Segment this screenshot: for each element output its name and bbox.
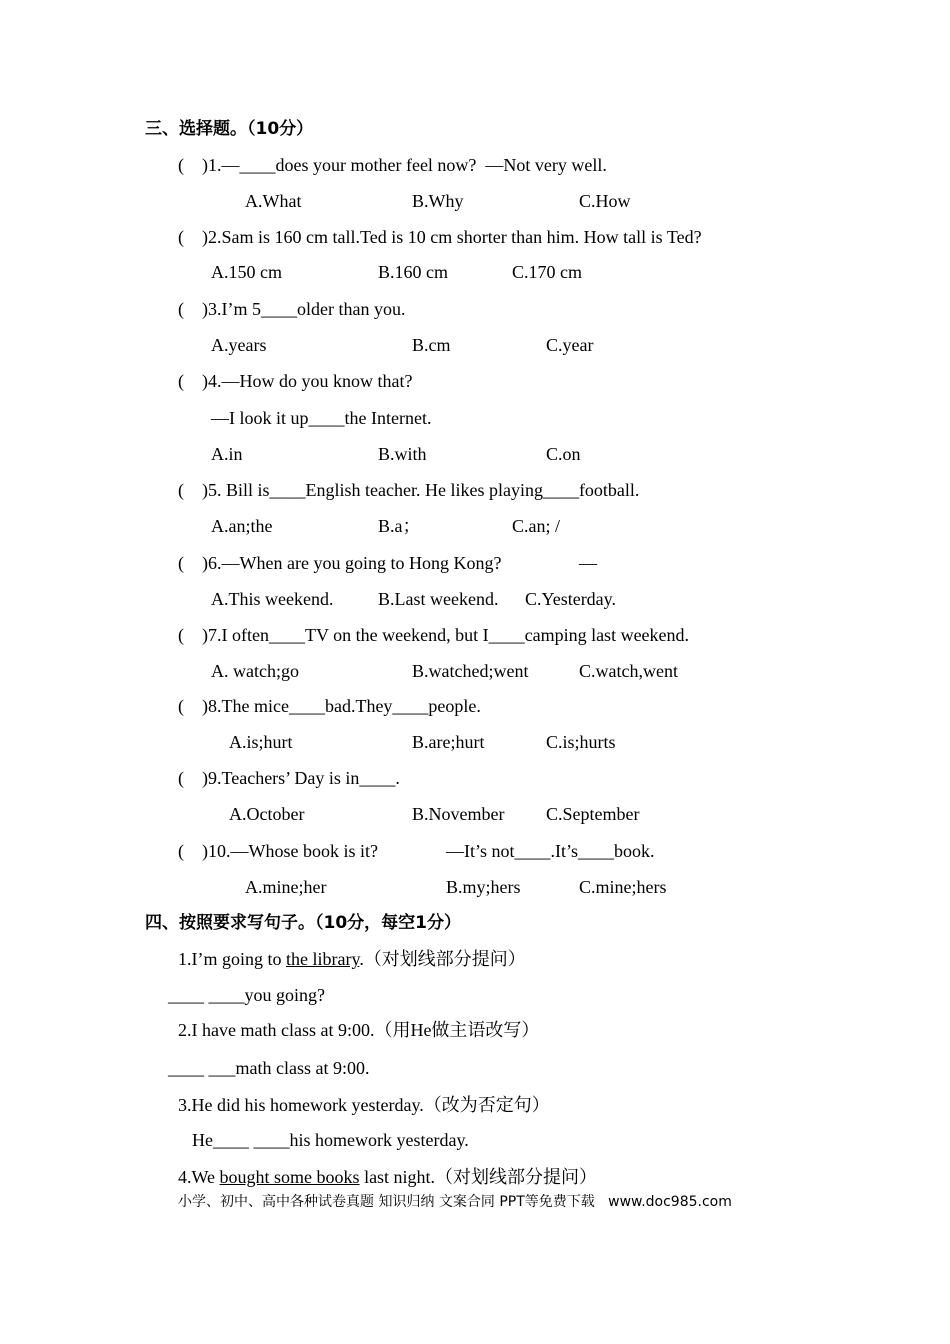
question-3: ( )3.I’m 5____older than you. bbox=[178, 299, 406, 319]
question-4: ( )4.—How do you know that? bbox=[178, 371, 413, 391]
question-9: ( )9.Teachers’ Day is in____. bbox=[178, 768, 400, 788]
question-1: ( )1.—____does your mother feel now? —Not very well. bbox=[178, 155, 607, 175]
q10-option-c: C.mine;hers bbox=[579, 877, 667, 897]
section-4-heading: 四、按照要求写句子。（10分，每空1分） bbox=[145, 913, 461, 933]
q8-option-b: B.are;hurt bbox=[412, 732, 485, 752]
page-footer: 小学、初中、高中各种试卷真题 知识归纳 文案合同 PPT等免费下载 www.doc985.com bbox=[178, 1194, 732, 1210]
question-8: ( )8.The mice____bad.They____people. bbox=[178, 696, 481, 716]
sentence-4 bbox=[178, 1166, 597, 1188]
q3-option-a: A.years bbox=[211, 335, 267, 355]
question-5: ( )5. Bill is____English teacher. He likes playing____football. bbox=[178, 480, 640, 500]
sentence-1-post: .（对划线部分提问） bbox=[359, 949, 526, 969]
sentence-1-answer: ____ ____you going? bbox=[168, 985, 325, 1005]
question-10-reply: —It’s not____.It’s____book. bbox=[446, 841, 655, 861]
q6-option-a: A.This weekend. bbox=[211, 589, 334, 609]
q4-option-c: C.on bbox=[546, 444, 581, 464]
q3-option-c: C.year bbox=[546, 335, 594, 355]
q9-option-c: C.September bbox=[546, 804, 640, 824]
sentence-1-pre: 1.I’m going to bbox=[178, 949, 286, 969]
question-4-reply: —I look it up____the Internet. bbox=[211, 408, 432, 428]
sentence-4-underlined: bought some books bbox=[219, 1167, 360, 1187]
q9-option-a: A.October bbox=[229, 804, 305, 824]
sentence-2-answer: ____ ___math class at 9:00. bbox=[168, 1058, 370, 1078]
question-7: ( )7.I often____TV on the weekend, but I____camping last weekend. bbox=[178, 625, 690, 645]
q1-option-a: A.What bbox=[245, 191, 302, 211]
q7-option-c: C.watch,went bbox=[579, 661, 678, 681]
q1-option-b: B.Why bbox=[412, 191, 464, 211]
q7-option-a: A. watch;go bbox=[211, 661, 299, 681]
q2-option-a: A.150 cm bbox=[211, 262, 282, 282]
q4-option-a: A.in bbox=[211, 444, 243, 464]
q2-option-c: C.170 cm bbox=[512, 262, 582, 282]
q10-option-b: B.my;hers bbox=[446, 877, 521, 897]
section-3-heading: 三、选择题。（10分） bbox=[145, 119, 314, 139]
q8-option-c: C.is;hurts bbox=[546, 732, 616, 752]
question-6-dash: — bbox=[579, 553, 597, 573]
q9-option-b: B.November bbox=[412, 804, 505, 824]
q1-option-c: C.How bbox=[579, 191, 631, 211]
sentence-3: 3.He did his homework yesterday.（改为否定句） bbox=[178, 1095, 550, 1115]
sentence-1 bbox=[178, 948, 526, 970]
q2-option-b: B.160 cm bbox=[378, 262, 448, 282]
q5-option-b: B.a； bbox=[378, 516, 421, 536]
q4-option-b: B.with bbox=[378, 444, 427, 464]
q7-option-b: B.watched;went bbox=[412, 661, 529, 681]
sentence-3-answer: He____ ____his homework yesterday. bbox=[192, 1130, 469, 1150]
question-2: ( )2.Sam is 160 cm tall.Ted is 10 cm shorter than him. How tall is Ted? bbox=[178, 227, 702, 247]
q10-option-a: A.mine;her bbox=[245, 877, 327, 897]
question-10: ( )10.—Whose book is it? bbox=[178, 841, 378, 861]
q6-option-c: C.Yesterday. bbox=[525, 589, 617, 609]
sentence-4-pre: 4.We bbox=[178, 1167, 220, 1187]
q3-option-b: B.cm bbox=[412, 335, 451, 355]
question-6: ( )6.—When are you going to Hong Kong? bbox=[178, 553, 502, 573]
sentence-1-underlined: the library bbox=[286, 949, 360, 969]
sentence-2: 2.I have math class at 9:00.（用He做主语改写） bbox=[178, 1020, 540, 1040]
sentence-4-post: last night.（对划线部分提问） bbox=[359, 1167, 598, 1187]
q8-option-a: A.is;hurt bbox=[229, 732, 293, 752]
q5-option-c: C.an; / bbox=[512, 516, 560, 536]
q5-option-a: A.an;the bbox=[211, 516, 273, 536]
q6-option-b: B.Last weekend. bbox=[378, 589, 499, 609]
